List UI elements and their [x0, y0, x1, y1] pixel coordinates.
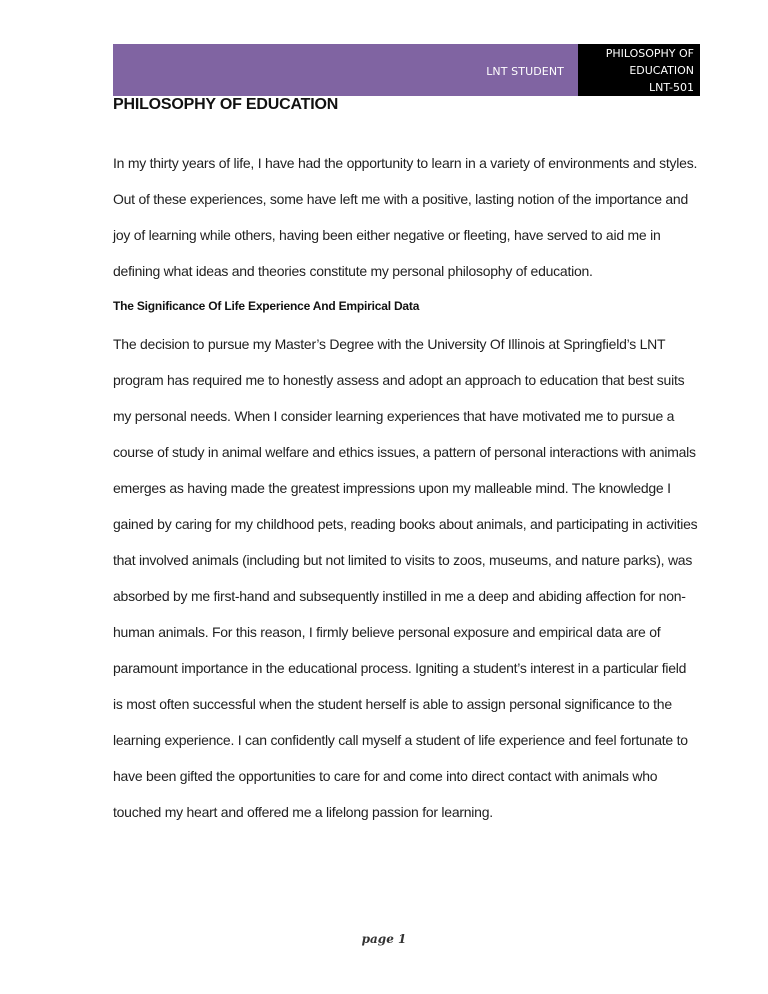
intro-line: In my thirty years of life, I have had the opportunity to learn in a variety of environments and styles. — [113, 155, 698, 171]
header-course-line-1: PHILOSOPHY OF — [605, 46, 694, 60]
page-number: page 1 — [361, 932, 407, 946]
paragraph-line: touched my heart and offered me a lifelong passion for learning. — [113, 804, 493, 820]
paragraph-line: is most often successful when the student herself is able to assign personal significance to the — [113, 696, 672, 712]
paragraph-line: have been gifted the opportunities to care for and come into direct contact with animals who — [113, 768, 658, 784]
paragraph-line: that involved animals (including but not limited to visits to zoos, museums, and nature parks), was — [113, 552, 693, 568]
paragraph-line: absorbed by me first-hand and subsequently instilled in me a deep and abiding affection for non- — [113, 588, 686, 604]
header-course-box — [578, 44, 700, 96]
intro-line: joy of learning while others, having been either negative or fleeting, have served to aid me in — [113, 227, 661, 243]
header-course-line-2: EDUCATION — [629, 63, 694, 77]
header-student-label: LNT STUDENT — [486, 64, 564, 78]
paragraph-line: gained by caring for my childhood pets, reading books about animals, and participating in activities — [113, 516, 698, 532]
paragraph-line: human animals. For this reason, I firmly believe personal exposure and empirical data are of — [113, 624, 661, 640]
header-student-banner — [113, 44, 578, 96]
section-heading: The Significance Of Life Experience And Empirical Data — [113, 299, 420, 313]
paragraph-line: emerges as having made the greatest impressions upon my malleable mind. The knowledge I — [113, 480, 671, 496]
paragraph-line: paramount importance in the educational process. Igniting a student’s interest in a particular field — [113, 660, 687, 676]
intro-line: Out of these experiences, some have left me with a positive, lasting notion of the importance and — [113, 191, 688, 207]
page-header — [113, 44, 700, 96]
paragraph-line: course of study in animal welfare and ethics issues, a pattern of personal interactions with animals — [113, 444, 696, 460]
paragraph-line: The decision to pursue my Master’s Degree with the University Of Illinois at Springfield’s LNT — [113, 336, 666, 352]
paragraph-line: learning experience. I can confidently call myself a student of life experience and feel fortunate to — [113, 732, 688, 748]
paragraph-line: my personal needs. When I consider learning experiences that have motivated me to pursue a — [113, 408, 675, 424]
document-title: PHILOSOPHY OF EDUCATION — [113, 96, 339, 113]
intro-line: defining what ideas and theories constitute my personal philosophy of education. — [113, 263, 593, 279]
paragraph-line: program has required me to honestly assess and adopt an approach to education that best suits — [113, 372, 685, 388]
header-course-code: LNT-501 — [648, 80, 694, 94]
